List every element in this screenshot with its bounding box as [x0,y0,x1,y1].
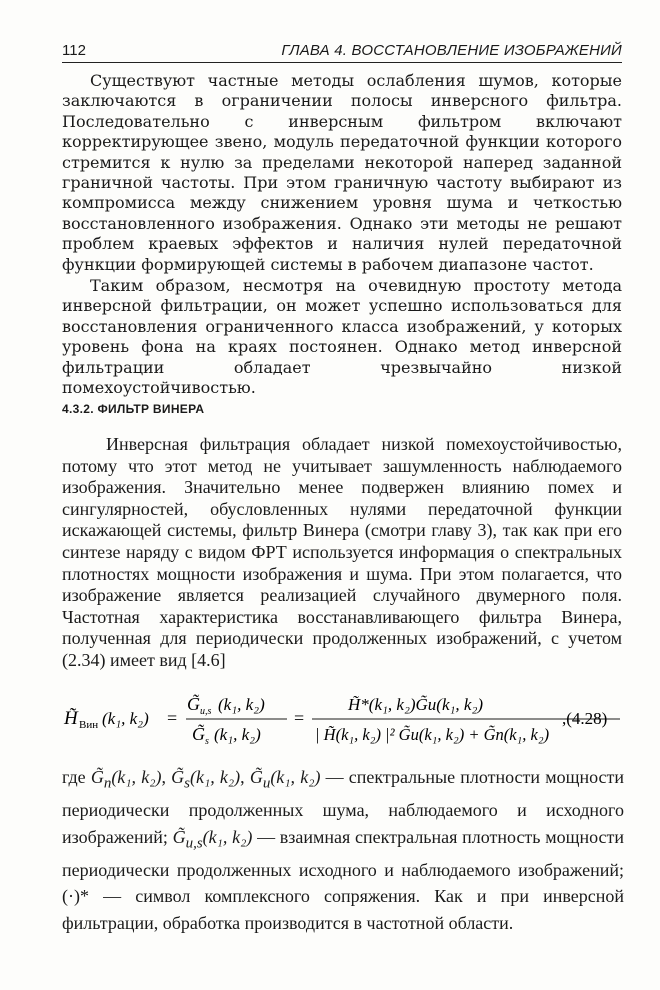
eq-frac2-den: | H̃(k₁, k₂) |² G̃u(k₁, k₂) + G̃n(k₁, k₂) [315,725,550,744]
eq-sign-1: = [167,708,178,728]
paragraph-text: Инверсная фильтрация обладает низкой помехоустойчивостью, потому что этот метод не учитывает зашумленность наблюдаемого изображения. Значительно менее подвержен влиянию помех и сингулярностей, обусловленных нулями передаточной функции искажающей системы, фильтр Винера (смотри главу 3), так как при его синтезе наряду с видом ФРТ используется информация о спектральных плотностях мощности изображения и шума. При этом полагается, что изображение является реализацией случайного двумерного поля. Частотная характеристика восстанавливающего фильтра Винера, полученная для периодически продолженных изображений, с учетом (2.34) имеет вид [4.6] [62,434,622,670]
eq-frac1-den: G̃ [192,724,205,744]
running-header [62,40,622,63]
eq-lhs-args: (k₁, k₂) [102,709,149,728]
sym-conjugate: (·)* [62,886,89,907]
comma: , [161,767,166,787]
paragraph-noise-methods [62,71,622,275]
sym-Gus-sub: u,s [185,835,203,852]
notation-part-3: — символ комплексного сопряжения. Как и при инверсной фильтрации, обработка производится в частотной области. [62,886,624,933]
sym-Gs-args: (k₁, k₂) [189,767,241,787]
sym-Gu-args: (k₁, k₂) [270,767,321,787]
paragraph-inverse-summary [62,276,622,398]
sym-Gus-args: (k₁, k₂) [202,826,253,847]
paragraph-text: Существуют частные методы ослабления шумов, которые заключаются в ограничении полосы инверсного фильтра. Последовательно с инверсным фильтром включают корректирующее звено, модуль передаточной функции которого стремится к нулю за пределами некоторой наперед заданной граничной частоты. При этом граничную частоту выбирают из компромисса между снижением уровня шума и четкостью восстановленного изображения. Однако эти методы не решают проблем краевых эффектов и наличия нулей передаточной функции формирующей системы в рабочем диапазоне частот. [62,71,622,274]
sym-Gn: G̃ [90,767,104,787]
eq-frac1-num-args: (k₁, k₂) [218,695,265,714]
paragraph-notation [62,764,624,936]
sym-Gs: G̃ [171,767,185,787]
paragraph-wiener-intro [62,434,622,672]
notation-text [62,764,624,936]
sym-Gn-args: (k₁, k₂) [111,767,162,787]
eq-frac1-num: G̃ [187,694,200,714]
eq-lhs: H̃ [64,708,78,729]
section-title: 4.3.2. ФИЛЬТР ВИНЕРА [62,402,205,416]
chapter-title: ГЛАВА 4. ВОССТАНОВЛЕНИЕ ИЗОБРАЖЕНИЙ [281,42,622,59]
eq-number: ,(4.28) [562,709,608,728]
sym-Gu: G̃ [249,767,263,787]
word-where: где [62,767,86,787]
eq-frac1-den-args: (k₁, k₂) [214,725,261,744]
sym-Gu-sub: u [262,775,271,792]
page-number: 112 [62,42,86,59]
paragraph-text: Таким образом, несмотря на очевидную простоту метода инверсной фильтрации, он может успешно использоваться для восстановления ограниченного класса изображений, у которых уровень фона на краях постоянен. Однако метод инверсной фильтрации обладает чрезвычайно низкой помехоустойчивостью. [62,276,622,398]
sym-Gs-sub: s [184,775,190,792]
eq-frac1-den-sub: s [205,736,209,747]
eq-frac2-num: H̃*(k₁, k₂)G̃u(k₁, k₂) [348,695,484,714]
eq-sign-2: = [294,708,305,728]
sym-Gn-sub: n [103,775,112,792]
comma: , [240,767,245,787]
eq-lhs-sub: Вин [79,719,99,731]
equation-4-28 [62,688,632,748]
eq-frac1-num-sub: u,s [200,706,212,717]
sym-Gus: G̃ [172,826,186,847]
notation-part-2: — взаимная спектральная плотность мощности периодически продолженных исходного и наблюдаемого изображений; [62,826,625,880]
notation-part-1: — спектральные плотности мощности периодически продолженных шума, наблюдаемого и исходного изображений; [62,767,625,847]
